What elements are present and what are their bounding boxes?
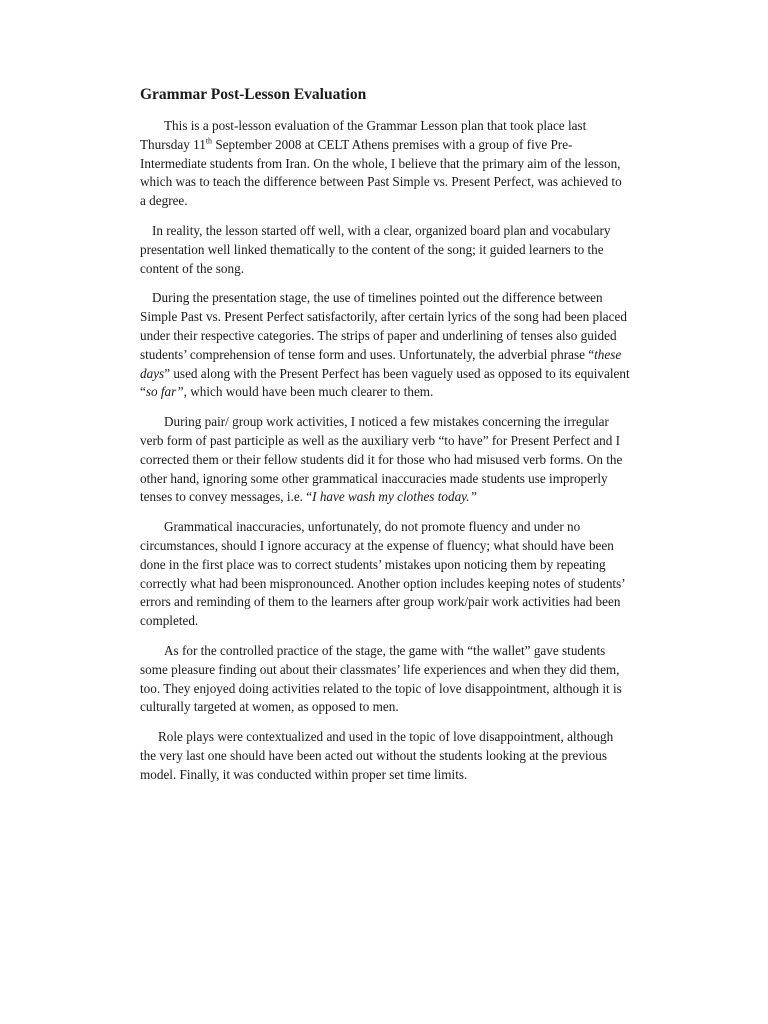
document-title: Grammar Post-Lesson Evaluation <box>140 86 367 103</box>
paragraph-4 <box>140 413 630 507</box>
paragraph-2: In reality, the lesson started off well, with a clear, organized board plan and vocabulary presentation well linked thematically to the content of the song; it guided learners to the content of the song. <box>140 222 611 276</box>
paragraph-1-text-b: September 2008 at CELT Athens premises with a group of five Pre-Intermediate students from Iran. On the whole, I believe that the primary aim of the lesson, which was to teach the difference between Past Simple vs. Present Perfect, was achieved to a degree. <box>140 136 622 209</box>
italic-phrase-so-far: so far” <box>145 384 184 400</box>
paragraph-3-text-b: ” used along with the Present Perfect has been vaguely used as opposed to its equivalent “ <box>140 365 630 400</box>
paragraph-7: Role plays were contextualized and used in the topic of love disappointment, although the very last one should have been acted out without the students looking at the previous model. Finally, it was conducted within proper set time limits. <box>140 729 614 782</box>
paragraph-6: As for the controlled practice of the stage, the game with “the wallet” gave students some pleasure finding out about their classmates’ life experiences and when they did them, too. They enjoyed doing activities related to the topic of love disappointment, although it is culturally targeted at women, as opposed to men. <box>140 642 622 715</box>
italic-phrase-these-days: these days <box>140 346 622 381</box>
italic-example-sentence: I have wash my clothes today.” <box>312 489 477 505</box>
paragraph-3-text-a: During the presentation stage, the use of timelines pointed out the difference between Simple Past vs. Present Perfect satisfactorily, after certain lyrics of the song had been placed under their respective categories. The strips of paper and underlining of tenses also guided students’ comprehension of tense form and uses. Unfortunately, the adverbial phrase “ <box>140 290 627 362</box>
paragraph-3 <box>140 289 630 402</box>
paragraph-1 <box>140 117 630 211</box>
paragraph-5: Grammatical inaccuracies, unfortunately, do not promote fluency and under no circumstances, should I ignore accuracy at the expense of fluency; what should have been done in the first place was to correct students’ mistakes upon noticing them by repeating correctly what had been mispronounced. Another option includes keeping notes of students’ errors and reminding of them to the learners after group work/pair work activities had been completed. <box>140 519 625 629</box>
paragraph-4-text-a: During pair/ group work activities, I noticed a few mistakes concerning the irregular verb form of past participle as well as the auxiliary verb “to have” for Present Perfect and I corrected them or their fellow students did it for those who had misused verb forms. On the other hand, ignoring some other grammatical inaccuracies made students use improperly tenses to convey messages, i.e. “ <box>140 414 623 505</box>
document-page <box>140 85 630 796</box>
paragraph-3-text-c: , which would have been much clearer to them. <box>183 384 434 400</box>
paragraph-1-text-a: This is a post-lesson evaluation of the Grammar Lesson plan that took place last Thursday 11 <box>140 118 587 152</box>
ordinal-suffix: th <box>205 136 213 146</box>
